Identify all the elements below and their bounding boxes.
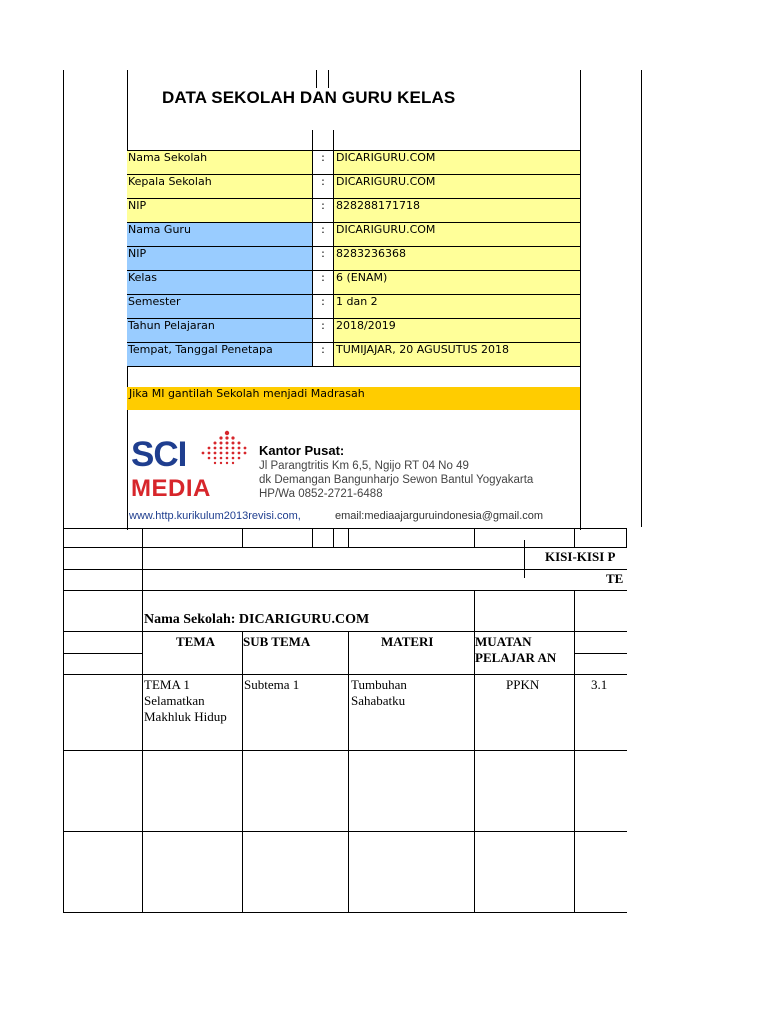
- row-divider: [333, 295, 334, 319]
- form-row-separator: :: [313, 271, 333, 294]
- form-row: [127, 199, 580, 223]
- sheet-border-left: [63, 70, 64, 530]
- form-row-label: Kelas: [127, 271, 312, 294]
- madrasah-note: Jika MI gantilah Sekolah menjadi Madrasah: [127, 387, 580, 410]
- logo-dots-icon: [197, 430, 249, 474]
- form-row-label: NIP: [127, 247, 312, 270]
- sheet-border-right: [641, 70, 642, 527]
- cell-materi: Tumbuhan Sahabatku: [351, 677, 407, 708]
- form-row-separator: :: [313, 175, 333, 198]
- kisi-title: KISI-KISI P: [545, 549, 616, 564]
- form-row-value[interactable]: DICARIGURU.COM: [334, 151, 580, 174]
- form-row-value[interactable]: 6 (ENAM): [334, 271, 580, 294]
- form-row-label: NIP: [127, 199, 312, 222]
- table-line: [242, 631, 243, 913]
- table-line: [242, 528, 243, 548]
- website-link[interactable]: www.http.kurikulum2013revisi.com,: [129, 510, 301, 522]
- column-header-materi: MATERI: [381, 634, 434, 649]
- page-title: DATA SEKOLAH DAN GURU KELAS: [162, 88, 456, 107]
- table-line: [348, 528, 349, 548]
- address-line-2: dk Demangan Bangunharjo Sewon Bantul Yogyakarta: [259, 474, 534, 486]
- logo-media-text: MEDIA: [131, 475, 211, 502]
- table-line: [63, 631, 627, 632]
- row-divider: [333, 271, 334, 295]
- form-row-value[interactable]: 828288171718: [334, 199, 580, 222]
- form-row-value[interactable]: 8283236368: [334, 247, 580, 270]
- table-line: [63, 528, 64, 913]
- column-header-muatan: MUATAN PELAJAR AN: [475, 634, 557, 665]
- address-line-1: Jl Parangtritis Km 6,5, Ngijo RT 04 No 49: [259, 460, 469, 472]
- form-row-separator: :: [313, 343, 333, 366]
- form-row-label: Tahun Pelajaran: [127, 319, 312, 342]
- row-divider: [312, 175, 313, 199]
- table-line: [63, 831, 627, 832]
- row-divider: [312, 151, 313, 175]
- form-row: [127, 175, 580, 199]
- form-row-value[interactable]: TUMIJAJAR, 20 AGUSUTUS 2018: [334, 343, 580, 366]
- table-line: [574, 528, 575, 548]
- tick-line: [316, 70, 317, 88]
- form-row-value[interactable]: DICARIGURU.COM: [334, 175, 580, 198]
- form-row: [127, 343, 580, 367]
- tick-line: [312, 130, 313, 150]
- form-row: [127, 295, 580, 319]
- row-divider: [333, 319, 334, 343]
- form-row-separator: :: [313, 223, 333, 246]
- table-line: [63, 674, 627, 675]
- form-row-value[interactable]: DICARIGURU.COM: [334, 223, 580, 246]
- form-row: [127, 247, 580, 271]
- tick-line: [333, 130, 334, 150]
- row-divider: [312, 223, 313, 247]
- table-line: [524, 540, 525, 578]
- column-header-tema: TEMA: [176, 634, 215, 649]
- table-line: [474, 528, 475, 548]
- table-line: [312, 528, 313, 548]
- table-line: [63, 528, 627, 529]
- sheet-border-inner-right: [580, 70, 581, 530]
- cell-subtema: Subtema 1: [244, 677, 300, 692]
- form-row-separator: :: [313, 247, 333, 270]
- email-text: email:mediaajarguruindonesia@gmail.com: [335, 510, 544, 522]
- form-row: [127, 223, 580, 247]
- form-row-label: Nama Guru: [127, 223, 312, 246]
- row-divider: [333, 223, 334, 247]
- form-row-separator: :: [313, 151, 333, 174]
- table-line: [63, 569, 627, 570]
- table-line: [63, 590, 627, 591]
- row-divider: [312, 295, 313, 319]
- form-row-separator: :: [313, 295, 333, 318]
- row-divider: [312, 271, 313, 295]
- tick-line: [328, 70, 329, 88]
- table-line: [574, 653, 627, 654]
- phone-text: HP/Wa 0852-2721-6488: [259, 488, 383, 500]
- form-row-label: Nama Sekolah: [127, 151, 312, 174]
- column-header-subtema: SUB TEMA: [243, 634, 311, 649]
- table-line: [574, 590, 575, 913]
- kisi-subtitle: TE: [606, 571, 624, 586]
- logo-sci-text: SCI: [131, 435, 187, 474]
- row-divider: [333, 175, 334, 199]
- form-row-label: Kepala Sekolah: [127, 175, 312, 198]
- row-divider: [333, 151, 334, 175]
- table-line: [63, 750, 627, 751]
- table-line: [63, 547, 627, 548]
- form-row-separator: :: [313, 199, 333, 222]
- form-row-value[interactable]: 2018/2019: [334, 319, 580, 342]
- table-line: [63, 653, 142, 654]
- row-divider: [312, 343, 313, 367]
- cell-muatan: PPKN: [506, 677, 540, 692]
- form-row-separator: :: [313, 319, 333, 342]
- row-divider: [312, 319, 313, 343]
- table-line: [63, 912, 627, 913]
- table-line: [348, 631, 349, 913]
- form-row: [127, 319, 580, 343]
- form-row-label: Tempat, Tanggal Penetapa: [127, 343, 312, 366]
- table-line: [142, 528, 143, 913]
- row-divider: [312, 199, 313, 223]
- cell-tema: TEMA 1 Selamatkan Makhluk Hidup: [144, 677, 227, 724]
- office-title: Kantor Pusat:: [259, 443, 345, 458]
- table-line: [626, 528, 627, 548]
- form-row-value[interactable]: 1 dan 2: [334, 295, 580, 318]
- kisi-school-name: Nama Sekolah: DICARIGURU.COM: [144, 612, 370, 627]
- form-row: [127, 151, 580, 175]
- row-divider: [333, 199, 334, 223]
- row-divider: [333, 343, 334, 367]
- cell-kd: 3.1: [591, 677, 608, 692]
- table-line: [333, 528, 334, 548]
- form-row-label: Semester: [127, 295, 312, 318]
- row-divider: [333, 247, 334, 271]
- row-divider: [312, 247, 313, 271]
- form-row: [127, 271, 580, 295]
